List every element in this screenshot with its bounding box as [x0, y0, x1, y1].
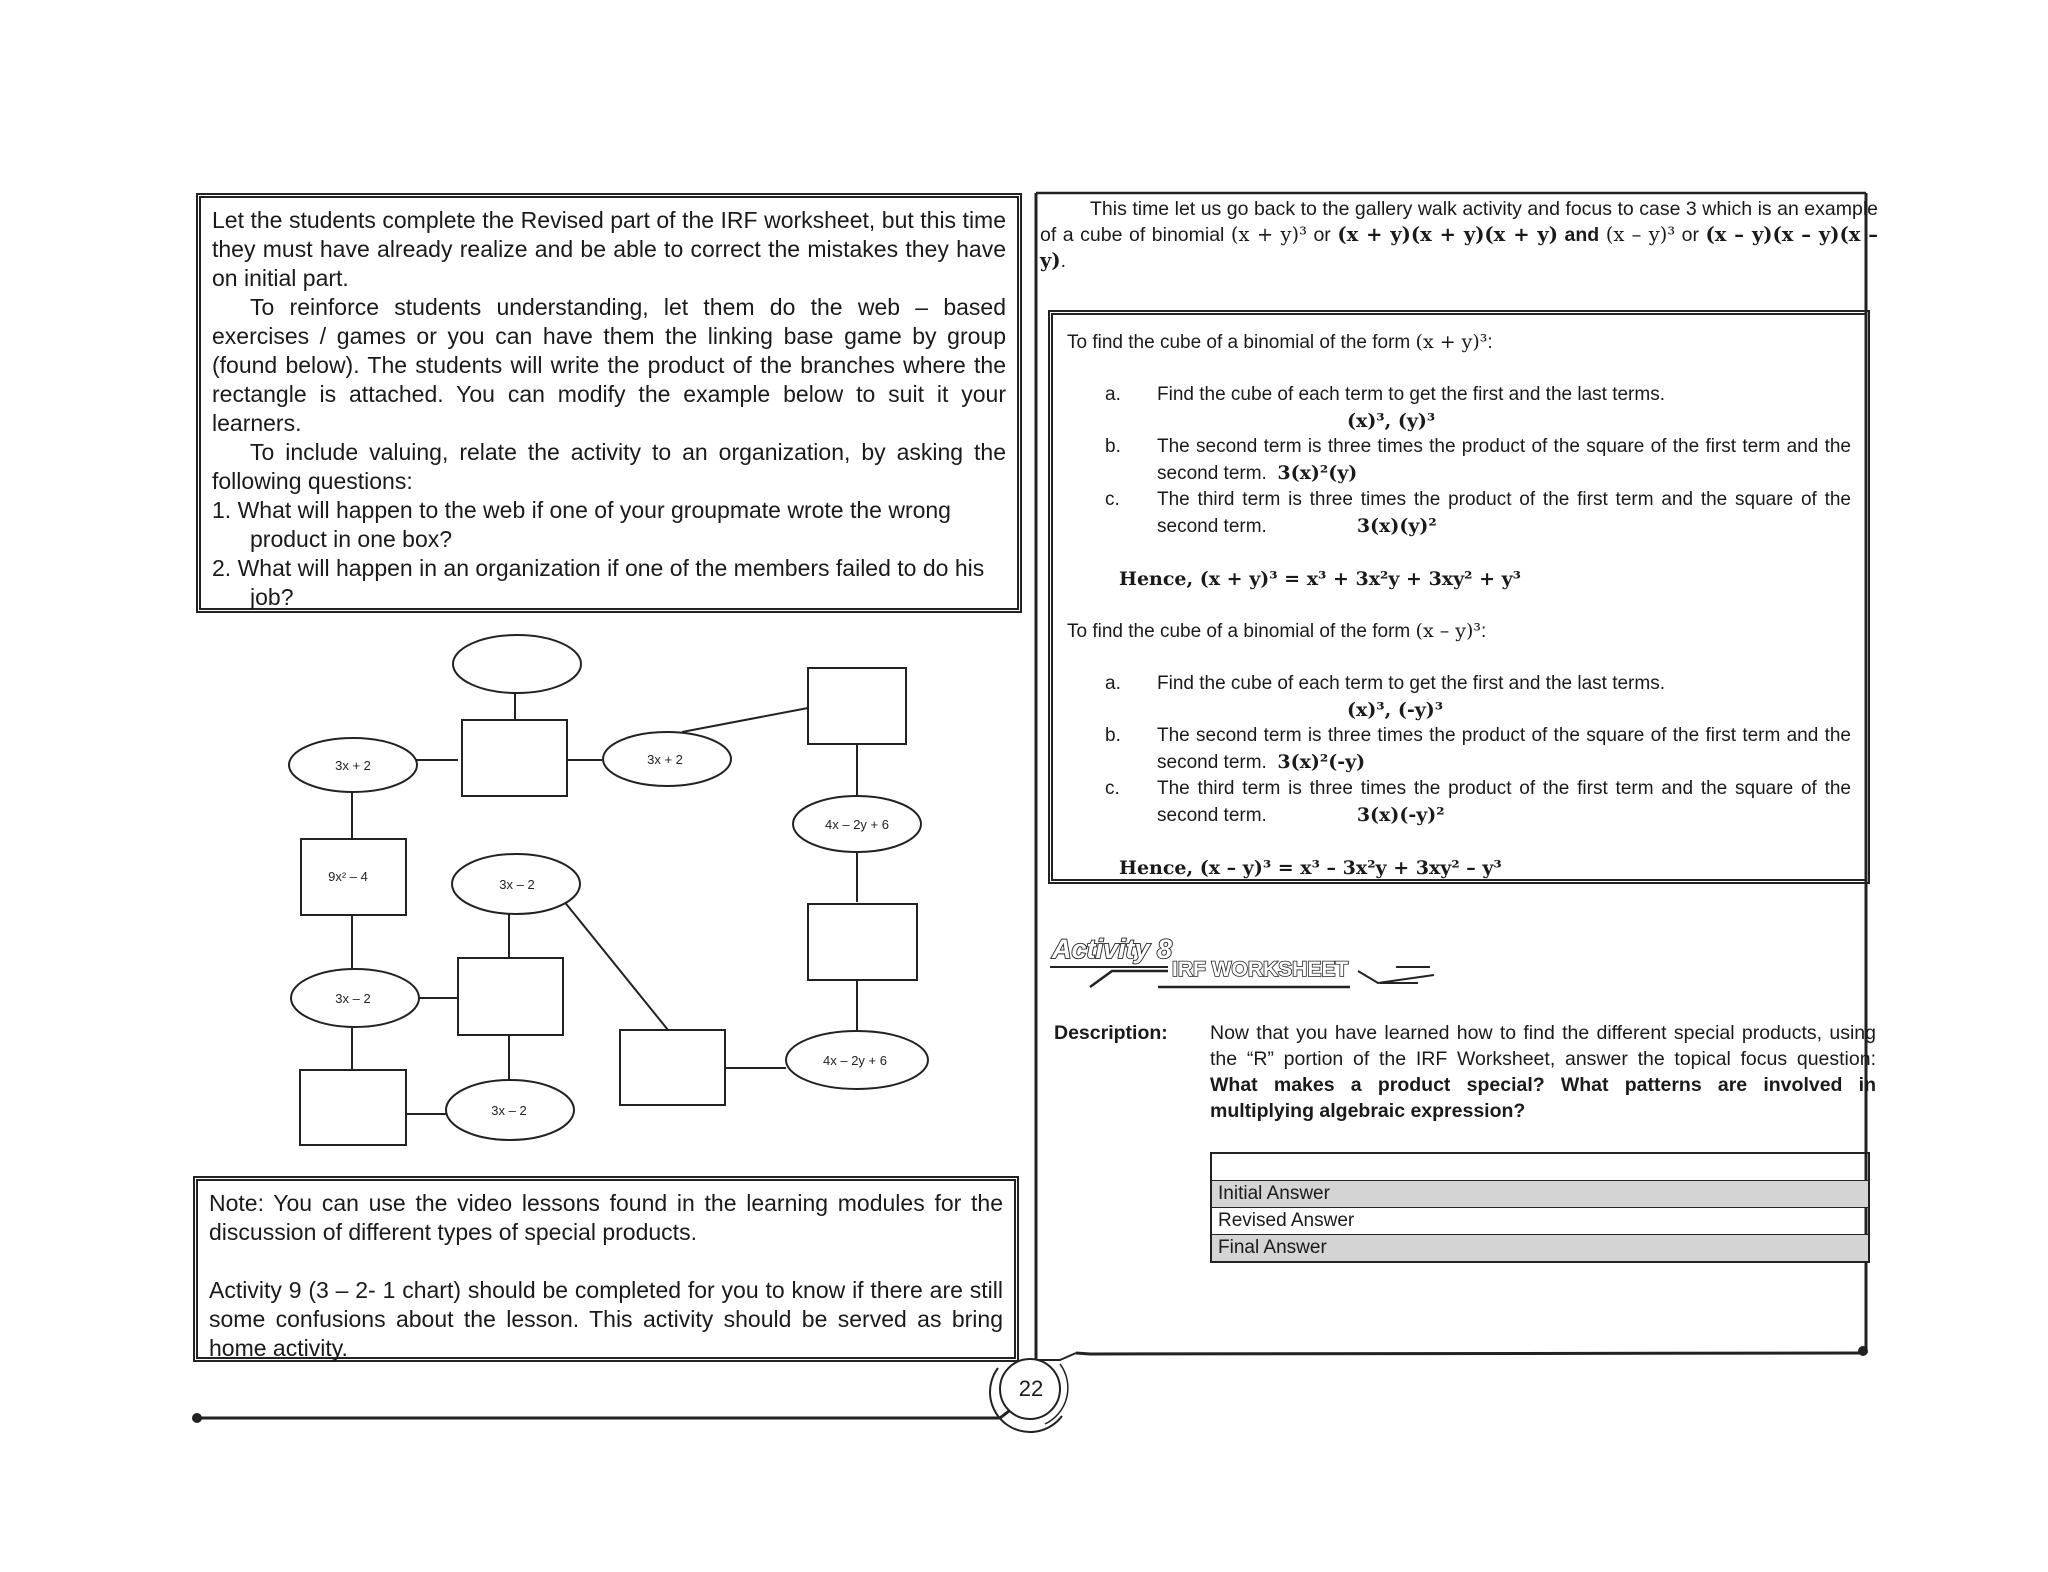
step-letter: c. [1105, 489, 1120, 510]
note-paragraph: Note: You can use the video lessons found in the learning modules for the discussion of different types of special products. [209, 1190, 1003, 1245]
web-label: 3x – 2 [499, 877, 535, 892]
irf-row: Final Answer [1211, 1235, 1869, 1263]
web-label: 3x – 2 [335, 991, 371, 1006]
math-expression: (x + y)³ [1230, 223, 1307, 246]
math-expression: (x – y)³ [1415, 620, 1482, 642]
step-result: 3(x)(y)² [1356, 515, 1437, 537]
step-letter: a. [1105, 673, 1121, 694]
question-item: 2. What will happen in an organization if one of the members failed to do his job? [212, 555, 985, 610]
instruction-paragraph: To include valuing, relate the activity to an organization, by asking the following questions: [212, 439, 1006, 494]
step-result: 3(x)(-y)² [1356, 804, 1445, 826]
intro-text [1040, 196, 1878, 274]
cube-binomial-rules [1048, 310, 1870, 884]
hence-formula: Hence, (x – y)³ = x³ – 3x²y + 3xy² – y³ [1119, 857, 1502, 879]
description [1054, 1020, 1876, 1124]
rule-step [1067, 671, 1851, 697]
web-label: 4x – 2y + 6 [825, 817, 889, 832]
rule-heading-text: : [1487, 332, 1493, 353]
intro-text-run: . [1060, 250, 1066, 272]
step-result: (x)³, (-y)³ [1347, 699, 1444, 721]
step-result: 3(x)²(y) [1277, 462, 1358, 484]
step-text-run: The second term is three times the product of the square of the first term and the second term. [1157, 725, 1851, 773]
rule-heading-text: : [1481, 621, 1487, 642]
rule-step [1067, 487, 1851, 540]
rule-heading-text: To find the cube of a binomial of the form [1067, 621, 1416, 642]
description-label: Description: [1054, 1022, 1168, 1044]
rule-step [1067, 382, 1851, 408]
description-run: Now that you have learned how to find the different special products, using the “R” portion of the IRF Worksheet, answer the topical focus question: [1210, 1022, 1876, 1070]
intro-text-run: or [1306, 224, 1338, 246]
web-label: 3x + 2 [647, 752, 683, 767]
rule-heading [1067, 618, 1851, 645]
step-letter: a. [1105, 384, 1121, 405]
instruction-paragraph: Let the students complete the Revised part of the IRF worksheet, but this time they must have already realize and be able to correct the mistakes they have on initial part. [212, 207, 1006, 291]
page-number: 22 [1018, 1376, 1044, 1401]
step-result: 3(x)²(-y) [1277, 751, 1366, 773]
math-expression: (x – y)(x – y)(x – y) [1040, 223, 1878, 272]
rule-step [1067, 776, 1851, 829]
step-text [1157, 776, 1851, 829]
web-oval [453, 635, 581, 693]
rule-step [1067, 723, 1851, 776]
step-text-run: The third term is three times the product of the first term and the square of the second term. [1157, 778, 1851, 826]
step-text: Find the cube of each term to get the first and the last terms. [1157, 384, 1665, 405]
step-result: (x)³, (y)³ [1347, 410, 1436, 432]
step-text [1157, 487, 1851, 540]
intro-paragraph [1040, 196, 1878, 274]
rule-heading-text: To find the cube of a binomial of the form [1067, 332, 1416, 353]
web-box [462, 720, 567, 796]
web-label: 9x² – 4 [328, 869, 368, 884]
activity-title: IRF WORKSHEET [1172, 958, 1349, 981]
web-box [808, 668, 906, 744]
note-paragraph: Activity 9 (3 – 2- 1 chart) should be completed for you to know if there are still some confusions about the lesson. This activity should be served as bring home activity. [209, 1277, 1003, 1361]
web-box [300, 1070, 406, 1145]
math-expression: (x – y)³ [1605, 223, 1676, 246]
step-text [1157, 723, 1851, 776]
description-text [1210, 1020, 1876, 1124]
step-letter: c. [1105, 778, 1120, 799]
irf-row: Initial Answer [1211, 1181, 1869, 1208]
math-expression: (x + y)(x + y)(x + y) [1337, 223, 1558, 246]
question-item: 1. What will happen to the web if one of your groupmate wrote the wrong product in one box? [212, 497, 951, 552]
instruction-paragraph: To reinforce students understanding, let them do the web – based exercises / games or you can have them the linking base game by group (found below). The students will write the product of the branches where the rectangle is attached. You can modify the example below to suit it your learners. [212, 294, 1006, 436]
web-diagram [0, 0, 1030, 1160]
step-letter: b. [1105, 725, 1121, 746]
web-label: 4x – 2y + 6 [823, 1053, 887, 1068]
irf-table [1210, 1152, 1870, 1263]
step-text-run: The third term is three times the product of the first term and the square of the second term. [1157, 489, 1851, 537]
focus-question: What makes a product special? What patterns are involved in multiplying algebraic expression? [1210, 1074, 1876, 1122]
hence-formula: Hence, (x + y)³ = x³ + 3x²y + 3xy² + y³ [1119, 568, 1521, 590]
activity-label: Activity 8 [1052, 934, 1173, 964]
step-text-run: The second term is three times the product of the square of the first term and the second term. [1157, 436, 1851, 484]
intro-text-run: This time let us go back to the gallery walk activity and focus to case 3 which is an example of a cube of binomial [1040, 198, 1878, 246]
irf-row: Revised Answer [1211, 1208, 1869, 1235]
web-box [808, 904, 917, 980]
rule-heading [1067, 329, 1851, 356]
step-text: Find the cube of each term to get the first and the last terms. [1157, 673, 1665, 694]
web-box [620, 1030, 725, 1105]
web-label: 3x + 2 [335, 758, 371, 773]
intro-text-run: or [1675, 224, 1706, 246]
irf-header-cell [1211, 1153, 1869, 1181]
rule-step [1067, 434, 1851, 487]
note-box [193, 1176, 1019, 1362]
activity-banner [1050, 925, 1450, 995]
web-label: 3x – 2 [491, 1103, 527, 1118]
step-letter: b. [1105, 436, 1121, 457]
intro-text-run: and [1557, 224, 1606, 246]
math-expression: (x + y)³ [1415, 331, 1488, 353]
web-box [458, 958, 563, 1035]
step-text [1157, 434, 1851, 487]
